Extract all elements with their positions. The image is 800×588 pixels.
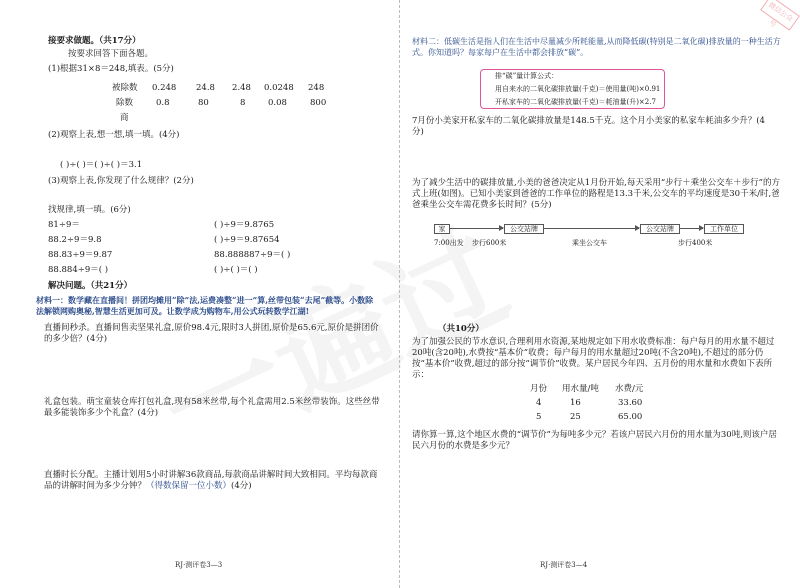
fill-blank-2: ( )÷( )＝( )÷( )＝3.1 bbox=[60, 160, 143, 170]
flow-home: 家 bbox=[434, 224, 450, 234]
flow-workplace: 工作单位 bbox=[704, 224, 744, 234]
flow-label-depart: 7:00出发 bbox=[434, 239, 464, 247]
water-table-cell: 5 bbox=[536, 412, 542, 422]
material-1: 材料一：数学藏在直播间！拼团均摊用“除”法,运费凑整“进一”算,丝带包装“去尾”截等。小数除法解锁网购奥秘,智慧生活更加可及。让数学成为购物车,用公式玩转数学江湖! bbox=[36, 295, 374, 316]
question-1: (1)根据31×8＝248,填表。(5分) bbox=[48, 64, 174, 74]
page-footer-right: RJ·测评卷3—4 bbox=[540, 561, 588, 569]
material-2: 材料二：低碳生活是指人们在生活中尽量减少所耗能量,从而降低碳(特别是二氧化碳)排放量的一种生活方式。你知道吗？每家每户在生活中都会排放“碳”。 bbox=[412, 37, 781, 57]
flow-bus-stop-2: 公交站牌 bbox=[640, 224, 680, 234]
section-title-3: （共10分） bbox=[438, 324, 484, 334]
rule-line: 88.2÷9＝9.8 bbox=[48, 235, 102, 245]
water-table-cell: 65.00 bbox=[618, 412, 643, 422]
water-table-header: 水费/元 bbox=[615, 384, 644, 394]
table-cell: 0.08 bbox=[268, 98, 287, 108]
right-page bbox=[400, 0, 800, 588]
flow-label-walk-2: 步行400米 bbox=[678, 239, 713, 247]
problem-gift-wrap: 礼盒包装。萌宝童装仓库打包礼盒,现有58米丝带,每个礼盒需用2.5米丝带装饰。这些丝带最多能装饰多少个礼盒？(4分) bbox=[44, 397, 380, 418]
water-table-cell: 4 bbox=[536, 398, 542, 408]
table-cell: 0.0248 bbox=[264, 83, 294, 93]
table-cell: 248 bbox=[308, 83, 325, 93]
table-cell: 0.248 bbox=[152, 83, 177, 93]
table-cell: 0.8 bbox=[156, 98, 170, 108]
arrow-icon bbox=[680, 228, 703, 229]
table-cell: 80 bbox=[198, 98, 209, 108]
formula-title: 排“碳”量计算公式： bbox=[495, 72, 559, 80]
water-table-cell: 25 bbox=[570, 412, 581, 422]
section-instruction: 按要求回答下面各题。 bbox=[68, 49, 154, 59]
problem-flash-sale: 直播间秒杀。直播间售卖坚果礼盒,原价98.4元,限时3人拼团,原价是65.6元,原价是拼团价的多少倍？(4分) bbox=[44, 323, 379, 344]
rule-line: 88.888887÷9＝( ) bbox=[214, 250, 291, 260]
arrow-icon bbox=[450, 228, 503, 229]
section-title-1: 接要求做题。（共17分） bbox=[48, 36, 141, 46]
table-cell: 商 bbox=[120, 113, 129, 123]
table-cell: 被除数 bbox=[112, 83, 138, 93]
flow-bus-stop-1: 公交站牌 bbox=[504, 224, 544, 234]
rule-title: 找规律,填一填。(6分) bbox=[48, 205, 131, 215]
problem-live-time: 直播时长分配。主播计划用5小时讲解36款商品,每款商品讲解时间大致相同。平均每款商品的讲解时间为多少分钟？（得数保留一位小数）(4分) bbox=[44, 470, 378, 491]
flow-label-bus: 乘坐公交车 bbox=[572, 239, 607, 247]
problem-water-intro: 为了加强公民的节水意识,合理利用水资源,某地规定如下用水收费标准：每户每月的用水量不超过20吨(含20吨),水费按“基本价”收费；每户每月的用水量超过20吨(不含20吨),不超过的部分仍按“基本价”收费,超过的部分按“调节价”收费。某户居民今年四、五月份的用水量和水费如下表所示： bbox=[412, 337, 775, 380]
question-3: (3)观察上表,你发现了什么规律？(2分) bbox=[48, 176, 194, 186]
problem-commute: 为了减少生活中的碳排放量,小美的爸爸决定从1月份开始,每天采用“步行＋乘坐公交车＋步行”的方式上班(如图)。已知小美家到爸爸的工作单位的路程是13.3千米,公交车的平均速度是30千米/时,爸爸乘坐公交车需花费多长时间？(5分) bbox=[412, 178, 781, 210]
corner-stamp: 微信公众号 bbox=[760, 0, 800, 31]
rule-line: 81÷9＝ bbox=[48, 220, 80, 230]
water-table-header: 用水量/吨 bbox=[562, 384, 599, 394]
rule-line: ( )÷9＝9.8765 bbox=[214, 220, 275, 230]
rule-line: 88.83÷9＝9.87 bbox=[48, 250, 113, 260]
water-table-cell: 33.60 bbox=[618, 398, 643, 408]
formula-car: 开私家车的二氧化碳排放量(千克)＝耗油量(升)×2.7 bbox=[495, 98, 656, 106]
problem-fuel: 7月份小美家开私家车的二氧化碳排放量是148.5千克。这个月小美家的私家车耗油多少升？(4分) bbox=[412, 116, 765, 137]
table-cell: 24.8 bbox=[196, 83, 215, 93]
section-title-2: 解决问题。（共21分） bbox=[48, 281, 133, 291]
water-table-header: 月份 bbox=[530, 384, 548, 394]
rule-line: ( )÷( )＝( ) bbox=[214, 265, 258, 275]
arrow-icon bbox=[544, 228, 639, 229]
formula-water: 用自来水的二氧化碳排放量(千克)＝使用量(吨)×0.91 bbox=[495, 85, 661, 93]
table-cell: 2.48 bbox=[232, 83, 251, 93]
table-cell: 800 bbox=[310, 98, 327, 108]
rule-line: 88.884÷9＝( ) bbox=[48, 265, 109, 275]
question-2: (2)观察上表,想一想,填一填。(4分) bbox=[48, 130, 180, 140]
flow-label-walk-1: 步行600米 bbox=[472, 239, 507, 247]
water-table-cell: 16 bbox=[570, 398, 581, 408]
rule-line: ( )÷9＝9.87654 bbox=[214, 235, 280, 245]
problem-water-question: 请你算一算,这个地区水费的“调节价”为每吨多少元？若该户居民六月份的用水量为30吨,则该户居民六月份的水费是多少元？ bbox=[412, 430, 777, 451]
table-cell: 8 bbox=[240, 98, 246, 108]
page-footer-left: RJ·测评卷3—3 bbox=[175, 561, 223, 569]
table-cell: 除数 bbox=[116, 98, 134, 108]
